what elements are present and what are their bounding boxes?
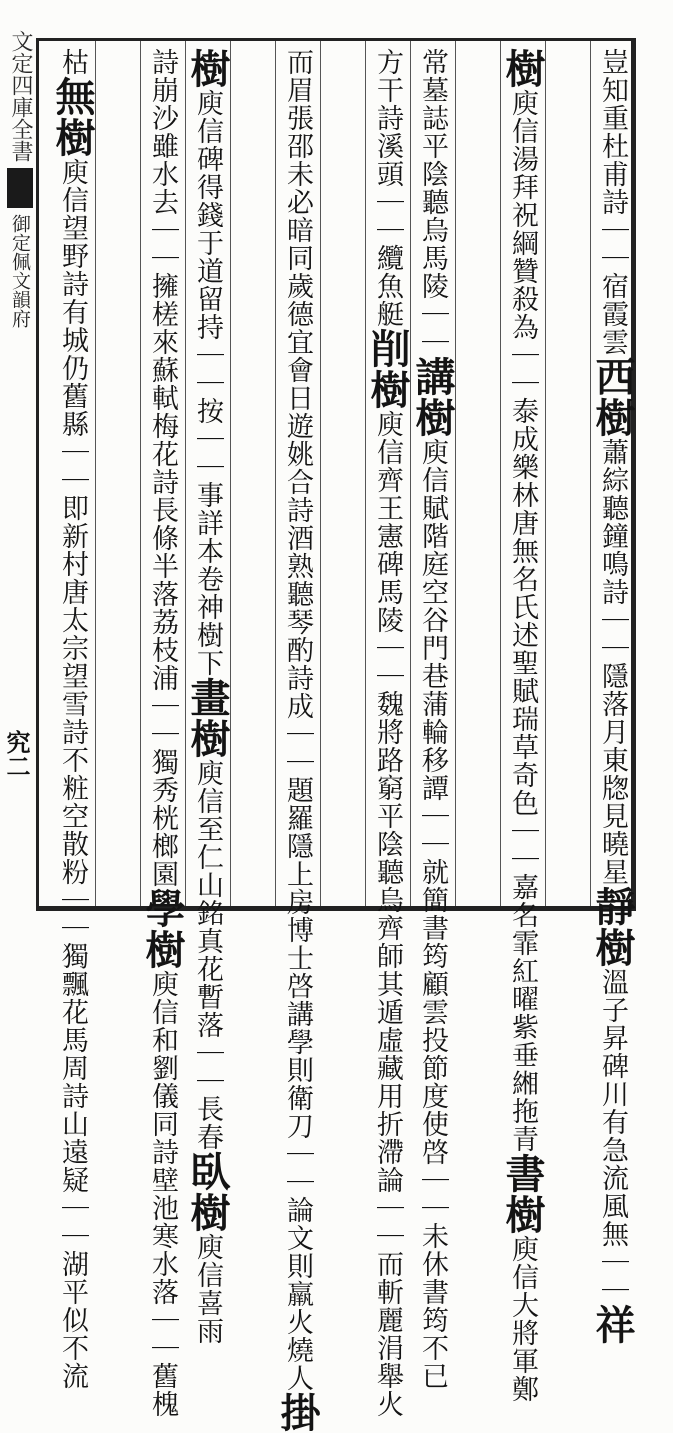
column-rule [410, 41, 411, 906]
column-rule [320, 41, 321, 906]
entry-heading: 學樹 [139, 888, 186, 970]
page-number: 究二 [2, 730, 31, 778]
entry-text: 蕭綜聽鐘鳴詩｜｜隱落月東牎見曉星 [597, 438, 628, 886]
margin-column [2, 30, 36, 910]
frame-top-border [36, 38, 636, 41]
entry-heading: 畫樹 [184, 677, 231, 759]
text-column-7 [139, 48, 186, 1418]
frame-left-border [36, 38, 39, 911]
entry-heading: 掛 [274, 1392, 321, 1433]
column-rule [95, 41, 96, 906]
column-rule [185, 41, 186, 906]
entry-heading: 樹 [184, 48, 231, 89]
entry-heading: 祥 [589, 1304, 636, 1345]
entry-heading: 臥樹 [184, 1151, 231, 1233]
entry-text: 枯 [57, 48, 88, 76]
entry-heading: 樹 [499, 48, 546, 89]
text-column-6 [184, 48, 231, 1345]
column-rule [140, 41, 141, 906]
entry-text: 庾信望野詩有城仍舊縣｜｜即新村唐太宗望雪詩不粧空散粉｜｜獨飄花馬周詩山遠疑｜｜湖平似不流 [57, 158, 88, 1390]
entry-text: 方干詩溪頭｜｜纜魚艇 [372, 48, 403, 328]
text-column-5 [274, 48, 321, 1433]
column-rule [365, 41, 366, 906]
entry-text: 庾信大將軍鄭 [507, 1235, 538, 1403]
column-rule [455, 41, 456, 906]
margin-black-band [7, 168, 33, 208]
text-column-1 [589, 48, 636, 1345]
entry-text: 溫子昇碑川有急流風無｜｜ [597, 968, 628, 1304]
column-rule [275, 41, 276, 906]
entry-heading: 講樹 [409, 356, 456, 438]
entry-heading: 西樹 [589, 356, 636, 438]
entry-text: 庾信和劉儀同詩壁池寒水落｜｜舊槐 [147, 970, 178, 1418]
entry-heading: 無樹 [49, 76, 96, 158]
column-rule [590, 41, 591, 906]
text-column-3 [409, 48, 456, 1390]
column-rule [230, 41, 231, 906]
entry-text: 庾信齊王憲碑馬陵｜｜魏將路窮平陰聽烏齊師其遁虛藏用折滯論｜｜而斬麗涓舉火 [372, 410, 403, 1418]
entry-text: 庾信賦階庭空谷門巷蒲輪移譚｜｜就簡書筠顧雲投節度使啓｜｜未休書筠不已 [417, 438, 448, 1390]
entry-text: 庾信湯拜祝綱贊殺為｜｜泰成樂林唐無名氏述聖賦瑞草奇色｜｜嘉名霏紅曜紫垂緗拖青 [507, 89, 538, 1153]
entry-text: 詩崩沙雖水去｜｜擁槎來蘇軾梅花詩長條半落荔枝浦｜｜獨秀桄榔園 [147, 48, 178, 888]
margin-top-marks: 文定四庫全書 [8, 30, 33, 162]
entry-text: 豈知重杜甫詩 [597, 48, 628, 216]
entry-text: 庾信碑得錢于道留持｜｜按｜｜事詳本卷神樹下 [192, 89, 223, 677]
text-column-2 [499, 48, 546, 1403]
entry-text: 常墓誌平陰聽烏馬陵｜｜ [417, 48, 448, 356]
text-column-8 [49, 48, 96, 1390]
entry-text: 而眉張邵未必暗同歲德宜會日遊姚合詩酒熟聽琴酌詩成｜｜題羅隱上房博士啓講學則衛刀｜｜論文則羸火燒人 [282, 48, 313, 1392]
margin-book-title: 御定佩文韻府 [9, 214, 31, 328]
frame-bottom-border [36, 906, 636, 911]
entry-text: 庾信喜雨 [192, 1233, 223, 1345]
entry-heading: 靜樹 [589, 886, 636, 968]
entry-text: 庾信至仁山銘真花暫落｜｜長春 [192, 759, 223, 1151]
entry-text: ｜｜宿霞雲 [597, 216, 628, 356]
entry-heading: 削樹 [364, 328, 411, 410]
entry-heading: 書樹 [499, 1153, 546, 1235]
column-rule [500, 41, 501, 906]
text-column-4 [364, 48, 411, 1418]
column-rule [545, 41, 546, 906]
